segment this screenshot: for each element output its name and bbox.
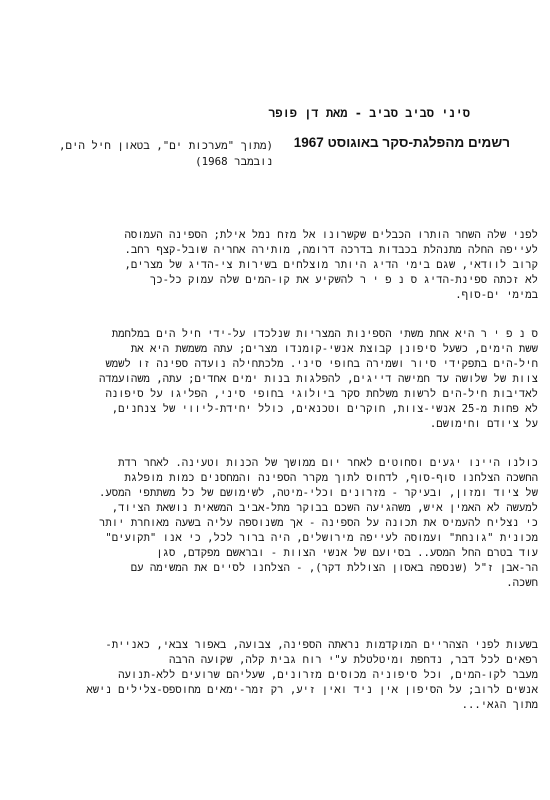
paragraph-2-line-7: על ציודם וחימושם. (429, 418, 538, 430)
paragraph-1-line-4: לא זכתה ספינת-הדיג ס נ פ י ר להשקיע את קו-המים שלה עמוק כל-כך (149, 274, 538, 286)
document-title: רשמים מהפלגת-סקר באוגוסט 1967 (293, 135, 510, 150)
paragraph-3-line-5: כי נצליח להעמיס את תכונה על הספינה - אך משנוספה עליה בשעה מאוחרת יותר (99, 517, 538, 529)
source-line-2: נובמבר 1968) (195, 155, 273, 168)
paragraph-3-line-1: כולנו היינו יגעים וסחוטים לאחר יום ממושך של הכנות וטעינה. לאחר רדת (118, 457, 538, 469)
paragraph-2-line-3: חיל-הים בתפקידי סיור ושמירה בחופי סיני. מלכתחילה נועדה ספינה זו לשמש (105, 358, 538, 370)
paragraph-4-line-5: מתוך הגאי... (461, 699, 538, 711)
paragraph-4-line-3: מעבר לקו-המים, וכל סיפוניה מכוסים מזרונים, שעליהם שרועים ללא-תנועה (118, 669, 538, 681)
paragraph-3-line-8: הר-אבן ז"ל (שנספה באסון הצוללת דקר), - הצלחנו לסיים את המשימה עם (130, 562, 538, 574)
paragraph-2-line-2: ששת הימים, כשעל סיפונן קבוצת אנשי-קומנדו מצרים; עתה משמשת היא את (130, 343, 538, 355)
paragraph-3-line-2: החשכה הצלחנו סוף-סוף, לדחוס לתוך מקרר הספינה והמחסנים כמות מופלגת (124, 472, 538, 484)
source-line-1: (מתוך "מערכות ים", בטאון חיל הים, (58, 139, 273, 152)
paragraph-3-line-7: עוד בטרם החל המסע.. בסיועם של אנשי הצוות - ובראשם מפקדם, סגן (156, 547, 538, 559)
paragraph-3-line-3: של ציוד ומזון, ובעיקר - מזרונים וכלי-מיטה, לשימושם של כל משתתפי המסע. (99, 487, 538, 499)
paragraph-2-line-1: ס נ פ י ר היא אחת משתי הספינות המצריות שנלכדו על-ידי חיל הים במלחמת (111, 328, 538, 340)
paragraph-3-line-6: מכונית "גונחת" ועמוסה לעייפה מירושלים, היה ברור לכל, כי אנו "תקועים" (105, 532, 538, 544)
paragraph-3-line-9: חשכה. (506, 577, 538, 589)
paragraph-1-line-5: במימי ים-סוף. (455, 289, 538, 301)
paragraph-2-line-4: צוות של שלושה עד חמישה דייגים, להפלגות בנות ימים אחדים; עתה, משהועמדה (99, 373, 538, 385)
paragraph-1-line-2: לעייפה החלה מתנהלת בכבדות בדרכה דרומה, מותירה אחריה שובל-קצף רחב. (124, 244, 538, 256)
paragraph-3-line-4: למעשה לא האמין איש, משהגיעה השכם בבוקר מתל-אביב המשאית נושאת הציוד, (111, 502, 538, 514)
paragraph-4-line-4: אנשים לרוב; על הסיפון אין ניד ואין זיע, רק זמר-ימאים מחוספס-צלילים נישא (86, 684, 538, 696)
paragraph-1-line-3: קרוב לוודאי, שגם בימי הדיג היותר מוצלחים בשירות צי-הדיג של מצרים, (124, 259, 538, 271)
paragraph-4-line-1: בשעות לפני הצהריים המוקדמות נראתה הספינה, צבועה, באפור צבאי, כאניית- (105, 639, 538, 651)
paragraph-1-line-1: לפני שלה השחר הותרו הכבלים שקשרונו אל מזח נמל אילת; הספינה העמוסה (124, 229, 538, 241)
paragraph-4-line-2: רפאים לכל דבר, נדחפת ומיטלטלת ע"י רוח גבית קלה, שקועה הרבה (169, 654, 538, 666)
paragraph-2-line-6: לא פחות מ-25 אנשי-צוות, חוקרים וטכנאים, כולל יחידת-ליווי של צנחנים, (111, 403, 538, 415)
paragraph-2-line-5: לאדיבות חיל-הים לרשות משלחת סקר ביולוגי בחופי סיני, הפליגו על סיפונה (105, 388, 538, 400)
author-line: סיני סביב סביב - מאת דן פופר (268, 106, 470, 120)
